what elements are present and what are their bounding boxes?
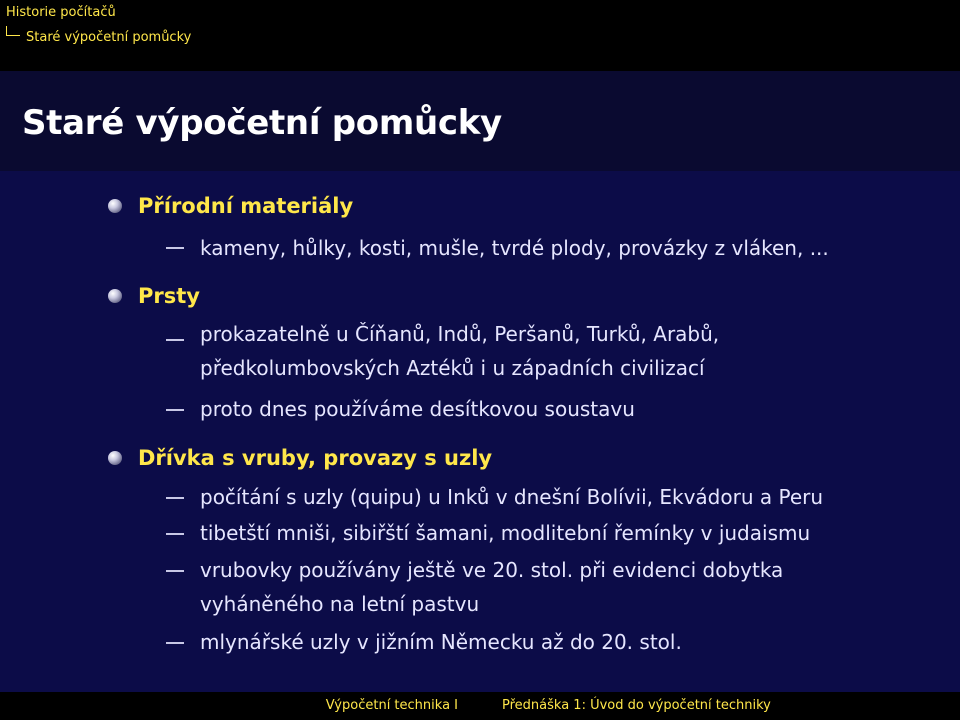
header-section-title[interactable]: Historie počítačů [6,5,116,20]
page-title: Staré výpočetní pomůcky [22,103,502,143]
footer-lecture: Přednáška 1: Úvod do výpočetní techniky [502,698,771,713]
dash-icon [166,409,184,411]
bullet-icon [108,451,122,465]
dash-icon [166,570,184,572]
sub-list-item: kameny, hůlky, kosti, mušle, tvrdé plody, provázky z vláken, ... [200,236,829,260]
sub-list-item: vrubovky používány ještě ve 20. stol. při evidenci dobytka vyháněného na letní pastvu [200,558,784,616]
dash-icon [166,533,184,535]
sub-list-item: počítání s uzly (quipu) u Inků v dnešní Bolívii, Ekvádoru a Peru [200,485,824,509]
header-subsection-title: Staré výpočetní pomůcky [26,30,192,45]
dash-icon [166,497,184,499]
sub-list-item: proto dnes používáme desítkovou soustavu [200,397,635,421]
footer-bar [0,692,960,720]
sub-list-item: mlynářské uzly v jižním Německu až do 20. stol. [200,630,682,654]
dash-icon [166,642,184,644]
list-item-label: Dřívka s vruby, provazy s uzly [138,446,493,470]
bullet-icon [108,289,122,303]
bullet-icon [108,199,122,213]
dash-icon [166,339,184,341]
list-item-label: Přírodní materiály [138,194,354,218]
list-item-label: Prsty [138,284,200,308]
sub-list-item: tibetští mniši, sibiřští šamani, modlitební řemínky v judaismu [200,521,811,545]
dash-icon [166,247,184,249]
sub-list-item: prokazatelně u Číňanů, Indů, Peršanů, Turků, Arabů, předkolumbovských Aztéků i u západních civilizací [200,322,720,380]
footer-course: Výpočetní technika I [325,698,458,713]
